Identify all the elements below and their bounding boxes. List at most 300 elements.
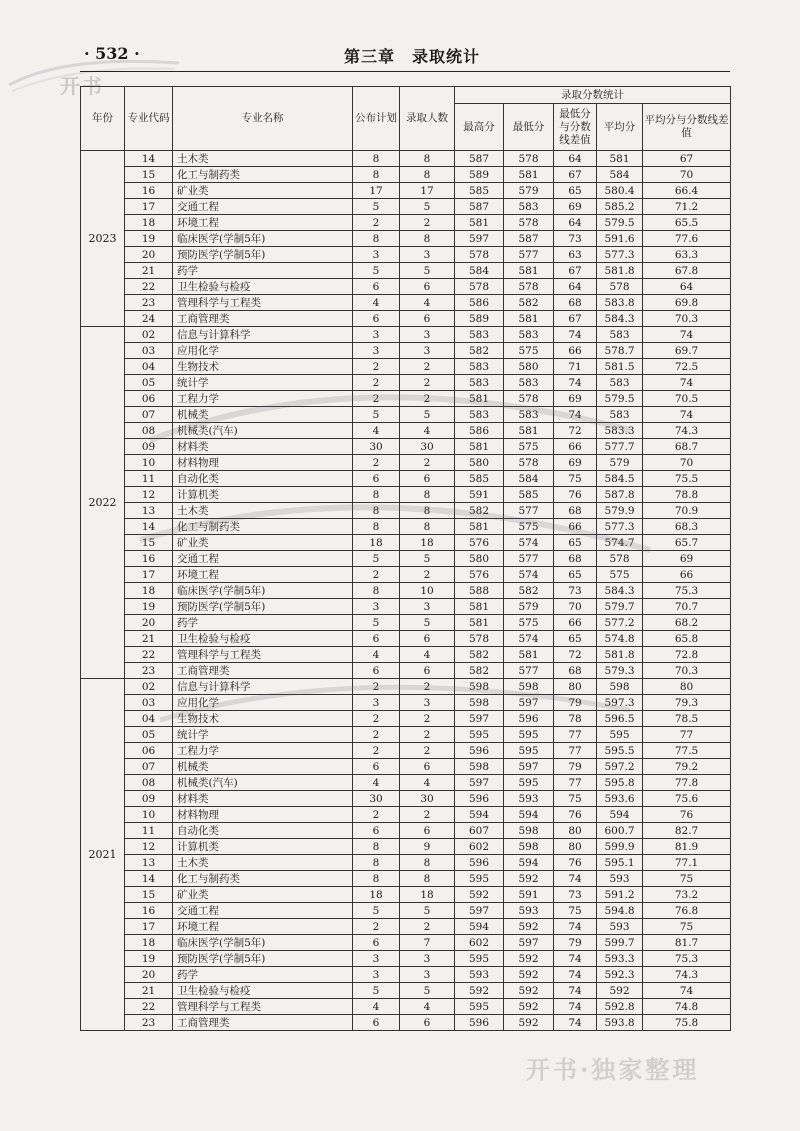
min-cell: 592 (504, 983, 554, 999)
min-diff-cell: 80 (554, 839, 597, 855)
avg-diff-cell: 75.3 (643, 951, 731, 967)
max-cell: 595 (455, 871, 504, 887)
table-row (81, 279, 731, 295)
avg-diff-cell: 65.7 (643, 535, 731, 551)
plan-cell: 2 (353, 743, 400, 759)
plan-cell: 6 (353, 935, 400, 951)
max-cell: 583 (455, 327, 504, 343)
min-cell: 593 (504, 903, 554, 919)
avg-cell: 592.3 (597, 967, 643, 983)
name-cell: 应用化学 (173, 343, 353, 359)
name-cell: 药学 (173, 615, 353, 631)
max-cell: 596 (455, 1015, 504, 1031)
year-cell: 2022 (81, 327, 125, 679)
max-cell: 591 (455, 487, 504, 503)
name-cell: 统计学 (173, 727, 353, 743)
plan-cell: 8 (353, 583, 400, 599)
admitted-cell: 17 (400, 183, 455, 199)
code-cell: 24 (125, 311, 173, 327)
plan-cell: 8 (353, 151, 400, 167)
min-cell: 598 (504, 839, 554, 855)
name-cell: 机械类 (173, 407, 353, 423)
name-cell: 环境工程 (173, 919, 353, 935)
admitted-cell: 18 (400, 535, 455, 551)
name-cell: 信息与计算科学 (173, 679, 353, 695)
plan-cell: 2 (353, 919, 400, 935)
name-cell: 卫生检验与检疫 (173, 631, 353, 647)
avg-diff-cell: 77.8 (643, 775, 731, 791)
max-cell: 597 (455, 903, 504, 919)
admitted-cell: 2 (400, 807, 455, 823)
min-diff-cell: 79 (554, 759, 597, 775)
plan-cell: 4 (353, 423, 400, 439)
table-row (81, 743, 731, 759)
code-cell: 03 (125, 343, 173, 359)
avg-cell: 584.3 (597, 311, 643, 327)
max-cell: 582 (455, 647, 504, 663)
admitted-cell: 6 (400, 759, 455, 775)
min-diff-cell: 71 (554, 359, 597, 375)
min-diff-cell: 75 (554, 471, 597, 487)
avg-cell: 585.2 (597, 199, 643, 215)
table-row (81, 343, 731, 359)
admitted-cell: 8 (400, 167, 455, 183)
min-cell: 591 (504, 887, 554, 903)
plan-cell: 2 (353, 711, 400, 727)
col-min: 最低分 (504, 104, 554, 151)
code-cell: 04 (125, 711, 173, 727)
table-row (81, 295, 731, 311)
name-cell: 生物技术 (173, 711, 353, 727)
avg-cell: 574.7 (597, 535, 643, 551)
max-cell: 583 (455, 359, 504, 375)
name-cell: 药学 (173, 967, 353, 983)
min-cell: 595 (504, 743, 554, 759)
admitted-cell: 3 (400, 343, 455, 359)
min-cell: 583 (504, 375, 554, 391)
avg-cell: 578.7 (597, 343, 643, 359)
avg-diff-cell: 75.6 (643, 791, 731, 807)
name-cell: 交通工程 (173, 903, 353, 919)
admitted-cell: 6 (400, 311, 455, 327)
code-cell: 23 (125, 663, 173, 679)
avg-cell: 593 (597, 919, 643, 935)
plan-cell: 3 (353, 967, 400, 983)
max-cell: 589 (455, 311, 504, 327)
code-cell: 02 (125, 327, 173, 343)
admitted-cell: 2 (400, 215, 455, 231)
admitted-cell: 2 (400, 679, 455, 695)
admitted-cell: 4 (400, 775, 455, 791)
min-diff-cell: 73 (554, 583, 597, 599)
table-row (81, 999, 731, 1015)
max-cell: 593 (455, 967, 504, 983)
table-row (81, 455, 731, 471)
code-cell: 13 (125, 855, 173, 871)
max-cell: 589 (455, 167, 504, 183)
avg-diff-cell: 79.3 (643, 695, 731, 711)
plan-cell: 8 (353, 487, 400, 503)
plan-cell: 8 (353, 503, 400, 519)
max-cell: 584 (455, 263, 504, 279)
min-diff-cell: 68 (554, 663, 597, 679)
code-cell: 13 (125, 503, 173, 519)
avg-diff-cell: 70 (643, 455, 731, 471)
plan-cell: 5 (353, 407, 400, 423)
code-cell: 17 (125, 567, 173, 583)
avg-diff-cell: 72.5 (643, 359, 731, 375)
name-cell: 应用化学 (173, 695, 353, 711)
avg-diff-cell: 69 (643, 551, 731, 567)
table-row (81, 711, 731, 727)
max-cell: 597 (455, 231, 504, 247)
min-cell: 597 (504, 695, 554, 711)
min-cell: 578 (504, 151, 554, 167)
min-diff-cell: 74 (554, 951, 597, 967)
avg-cell: 578 (597, 279, 643, 295)
max-cell: 594 (455, 807, 504, 823)
avg-cell: 584.3 (597, 583, 643, 599)
min-cell: 598 (504, 823, 554, 839)
table-row (81, 263, 731, 279)
min-diff-cell: 76 (554, 807, 597, 823)
code-cell: 04 (125, 359, 173, 375)
avg-cell: 592.8 (597, 999, 643, 1015)
table-row (81, 935, 731, 951)
name-cell: 计算机类 (173, 839, 353, 855)
table-row (81, 311, 731, 327)
plan-cell: 2 (353, 455, 400, 471)
plan-cell: 30 (353, 439, 400, 455)
admitted-cell: 8 (400, 231, 455, 247)
max-cell: 576 (455, 567, 504, 583)
plan-cell: 8 (353, 871, 400, 887)
code-cell: 22 (125, 647, 173, 663)
name-cell: 预防医学(学制5年) (173, 951, 353, 967)
max-cell: 580 (455, 551, 504, 567)
max-cell: 576 (455, 535, 504, 551)
admitted-cell: 2 (400, 455, 455, 471)
avg-diff-cell: 74.3 (643, 423, 731, 439)
min-cell: 574 (504, 631, 554, 647)
table-row (81, 407, 731, 423)
avg-diff-cell: 74 (643, 407, 731, 423)
col-admitted: 录取人数 (400, 87, 455, 151)
avg-cell: 579.5 (597, 391, 643, 407)
table-row (81, 775, 731, 791)
min-cell: 581 (504, 167, 554, 183)
min-cell: 577 (504, 551, 554, 567)
admitted-cell: 2 (400, 391, 455, 407)
code-cell: 08 (125, 423, 173, 439)
table-row (81, 327, 731, 343)
admitted-cell: 3 (400, 951, 455, 967)
code-cell: 21 (125, 263, 173, 279)
min-cell: 575 (504, 343, 554, 359)
avg-diff-cell: 74.8 (643, 999, 731, 1015)
code-cell: 10 (125, 807, 173, 823)
admitted-cell: 6 (400, 663, 455, 679)
max-cell: 596 (455, 743, 504, 759)
table-row (81, 759, 731, 775)
avg-cell: 579.7 (597, 599, 643, 615)
min-diff-cell: 79 (554, 695, 597, 711)
code-cell: 11 (125, 823, 173, 839)
name-cell: 环境工程 (173, 567, 353, 583)
plan-cell: 5 (353, 615, 400, 631)
avg-diff-cell: 77.1 (643, 855, 731, 871)
code-cell: 15 (125, 167, 173, 183)
name-cell: 材料物理 (173, 455, 353, 471)
avg-diff-cell: 69.7 (643, 343, 731, 359)
min-diff-cell: 80 (554, 679, 597, 695)
min-cell: 578 (504, 215, 554, 231)
min-cell: 583 (504, 327, 554, 343)
year-cell: 2021 (81, 679, 125, 1031)
header-rule (80, 71, 730, 72)
plan-cell: 2 (353, 807, 400, 823)
min-cell: 577 (504, 247, 554, 263)
min-cell: 595 (504, 775, 554, 791)
plan-cell: 17 (353, 183, 400, 199)
admitted-cell: 6 (400, 823, 455, 839)
avg-cell: 581.8 (597, 647, 643, 663)
name-cell: 工程力学 (173, 743, 353, 759)
name-cell: 工商管理类 (173, 1015, 353, 1031)
avg-diff-cell: 78.8 (643, 487, 731, 503)
avg-diff-cell: 70.5 (643, 391, 731, 407)
avg-diff-cell: 67 (643, 151, 731, 167)
min-cell: 582 (504, 295, 554, 311)
code-cell: 21 (125, 983, 173, 999)
min-diff-cell: 72 (554, 423, 597, 439)
avg-diff-cell: 70.3 (643, 311, 731, 327)
avg-diff-cell: 74 (643, 983, 731, 999)
min-diff-cell: 74 (554, 983, 597, 999)
admitted-cell: 3 (400, 327, 455, 343)
min-diff-cell: 78 (554, 711, 597, 727)
plan-cell: 3 (353, 247, 400, 263)
avg-cell: 577.3 (597, 519, 643, 535)
admitted-cell: 8 (400, 519, 455, 535)
min-diff-cell: 69 (554, 199, 597, 215)
admitted-cell: 7 (400, 935, 455, 951)
max-cell: 578 (455, 631, 504, 647)
avg-cell: 584 (597, 167, 643, 183)
min-cell: 593 (504, 791, 554, 807)
admitted-cell: 8 (400, 503, 455, 519)
min-cell: 594 (504, 855, 554, 871)
avg-diff-cell: 70.3 (643, 663, 731, 679)
plan-cell: 4 (353, 999, 400, 1015)
avg-cell: 591.2 (597, 887, 643, 903)
table-row (81, 583, 731, 599)
min-diff-cell: 80 (554, 823, 597, 839)
avg-diff-cell: 69.8 (643, 295, 731, 311)
max-cell: 598 (455, 679, 504, 695)
avg-diff-cell: 74 (643, 327, 731, 343)
min-diff-cell: 72 (554, 647, 597, 663)
code-cell: 12 (125, 839, 173, 855)
name-cell: 统计学 (173, 375, 353, 391)
name-cell: 材料类 (173, 791, 353, 807)
avg-diff-cell: 75 (643, 871, 731, 887)
code-cell: 07 (125, 759, 173, 775)
col-name: 专业名称 (173, 87, 353, 151)
min-cell: 594 (504, 807, 554, 823)
admitted-cell: 2 (400, 375, 455, 391)
max-cell: 592 (455, 983, 504, 999)
max-cell: 581 (455, 519, 504, 535)
admitted-cell: 4 (400, 295, 455, 311)
table-row (81, 663, 731, 679)
min-diff-cell: 66 (554, 343, 597, 359)
name-cell: 化工与制药类 (173, 871, 353, 887)
max-cell: 597 (455, 711, 504, 727)
admitted-cell: 18 (400, 887, 455, 903)
min-diff-cell: 65 (554, 567, 597, 583)
code-cell: 08 (125, 775, 173, 791)
avg-cell: 579 (597, 455, 643, 471)
avg-diff-cell: 77.6 (643, 231, 731, 247)
admitted-cell: 5 (400, 615, 455, 631)
code-cell: 03 (125, 695, 173, 711)
max-cell: 595 (455, 951, 504, 967)
plan-cell: 6 (353, 471, 400, 487)
avg-diff-cell: 66 (643, 567, 731, 583)
col-avg-diff: 平均分与分数线差值 (643, 104, 731, 151)
admitted-cell: 5 (400, 263, 455, 279)
min-cell: 596 (504, 711, 554, 727)
table-row (81, 615, 731, 631)
avg-cell: 577.3 (597, 247, 643, 263)
min-cell: 592 (504, 967, 554, 983)
avg-diff-cell: 64 (643, 279, 731, 295)
plan-cell: 6 (353, 663, 400, 679)
plan-cell: 8 (353, 519, 400, 535)
admitted-cell: 8 (400, 855, 455, 871)
avg-diff-cell: 78.5 (643, 711, 731, 727)
avg-cell: 599.9 (597, 839, 643, 855)
code-cell: 09 (125, 439, 173, 455)
code-cell: 12 (125, 487, 173, 503)
avg-diff-cell: 74.3 (643, 967, 731, 983)
min-diff-cell: 67 (554, 263, 597, 279)
min-diff-cell: 66 (554, 615, 597, 631)
code-cell: 14 (125, 151, 173, 167)
avg-cell: 594 (597, 807, 643, 823)
min-diff-cell: 77 (554, 727, 597, 743)
publisher-logo: 开书 (60, 74, 104, 98)
name-cell: 矿业类 (173, 183, 353, 199)
table-row (81, 855, 731, 871)
table-row (81, 871, 731, 887)
code-cell: 11 (125, 471, 173, 487)
table-row (81, 423, 731, 439)
avg-cell: 580.4 (597, 183, 643, 199)
avg-diff-cell: 67.8 (643, 263, 731, 279)
min-diff-cell: 74 (554, 967, 597, 983)
name-cell: 交通工程 (173, 551, 353, 567)
admitted-cell: 5 (400, 903, 455, 919)
table-row (81, 887, 731, 903)
avg-diff-cell: 79.2 (643, 759, 731, 775)
min-diff-cell: 64 (554, 151, 597, 167)
min-cell: 597 (504, 935, 554, 951)
max-cell: 598 (455, 695, 504, 711)
avg-cell: 595.1 (597, 855, 643, 871)
table-row (81, 695, 731, 711)
max-cell: 578 (455, 247, 504, 263)
admitted-cell: 5 (400, 983, 455, 999)
max-cell: 586 (455, 423, 504, 439)
admitted-cell: 4 (400, 423, 455, 439)
name-cell: 临床医学(学制5年) (173, 935, 353, 951)
avg-cell: 584.5 (597, 471, 643, 487)
min-diff-cell: 74 (554, 327, 597, 343)
min-cell: 581 (504, 311, 554, 327)
avg-diff-cell: 73.2 (643, 887, 731, 903)
max-cell: 585 (455, 471, 504, 487)
min-cell: 595 (504, 727, 554, 743)
max-cell: 595 (455, 727, 504, 743)
table-row (81, 631, 731, 647)
table-row (81, 903, 731, 919)
plan-cell: 4 (353, 775, 400, 791)
admitted-cell: 3 (400, 247, 455, 263)
table-row (81, 247, 731, 263)
min-diff-cell: 65 (554, 535, 597, 551)
min-diff-cell: 68 (554, 503, 597, 519)
name-cell: 药学 (173, 263, 353, 279)
code-cell: 15 (125, 887, 173, 903)
min-cell: 575 (504, 519, 554, 535)
plan-cell: 3 (353, 343, 400, 359)
min-diff-cell: 69 (554, 391, 597, 407)
table-row (81, 519, 731, 535)
admitted-cell: 8 (400, 151, 455, 167)
admitted-cell: 2 (400, 711, 455, 727)
plan-cell: 5 (353, 903, 400, 919)
avg-cell: 597.3 (597, 695, 643, 711)
table-row (81, 439, 731, 455)
min-diff-cell: 64 (554, 215, 597, 231)
min-cell: 578 (504, 455, 554, 471)
admitted-cell: 5 (400, 407, 455, 423)
code-cell: 05 (125, 375, 173, 391)
plan-cell: 6 (353, 631, 400, 647)
avg-diff-cell: 66.4 (643, 183, 731, 199)
min-diff-cell: 73 (554, 887, 597, 903)
table-row (81, 983, 731, 999)
max-cell: 607 (455, 823, 504, 839)
min-diff-cell: 74 (554, 407, 597, 423)
admitted-cell: 3 (400, 599, 455, 615)
min-cell: 574 (504, 567, 554, 583)
max-cell: 596 (455, 855, 504, 871)
table-row (81, 199, 731, 215)
admitted-cell: 3 (400, 695, 455, 711)
name-cell: 临床医学(学制5年) (173, 231, 353, 247)
code-cell: 19 (125, 599, 173, 615)
code-cell: 23 (125, 295, 173, 311)
admitted-cell: 30 (400, 791, 455, 807)
max-cell: 602 (455, 839, 504, 855)
avg-cell: 581.5 (597, 359, 643, 375)
avg-diff-cell: 77 (643, 727, 731, 743)
table-body (81, 151, 731, 1031)
name-cell: 管理科学与工程类 (173, 295, 353, 311)
